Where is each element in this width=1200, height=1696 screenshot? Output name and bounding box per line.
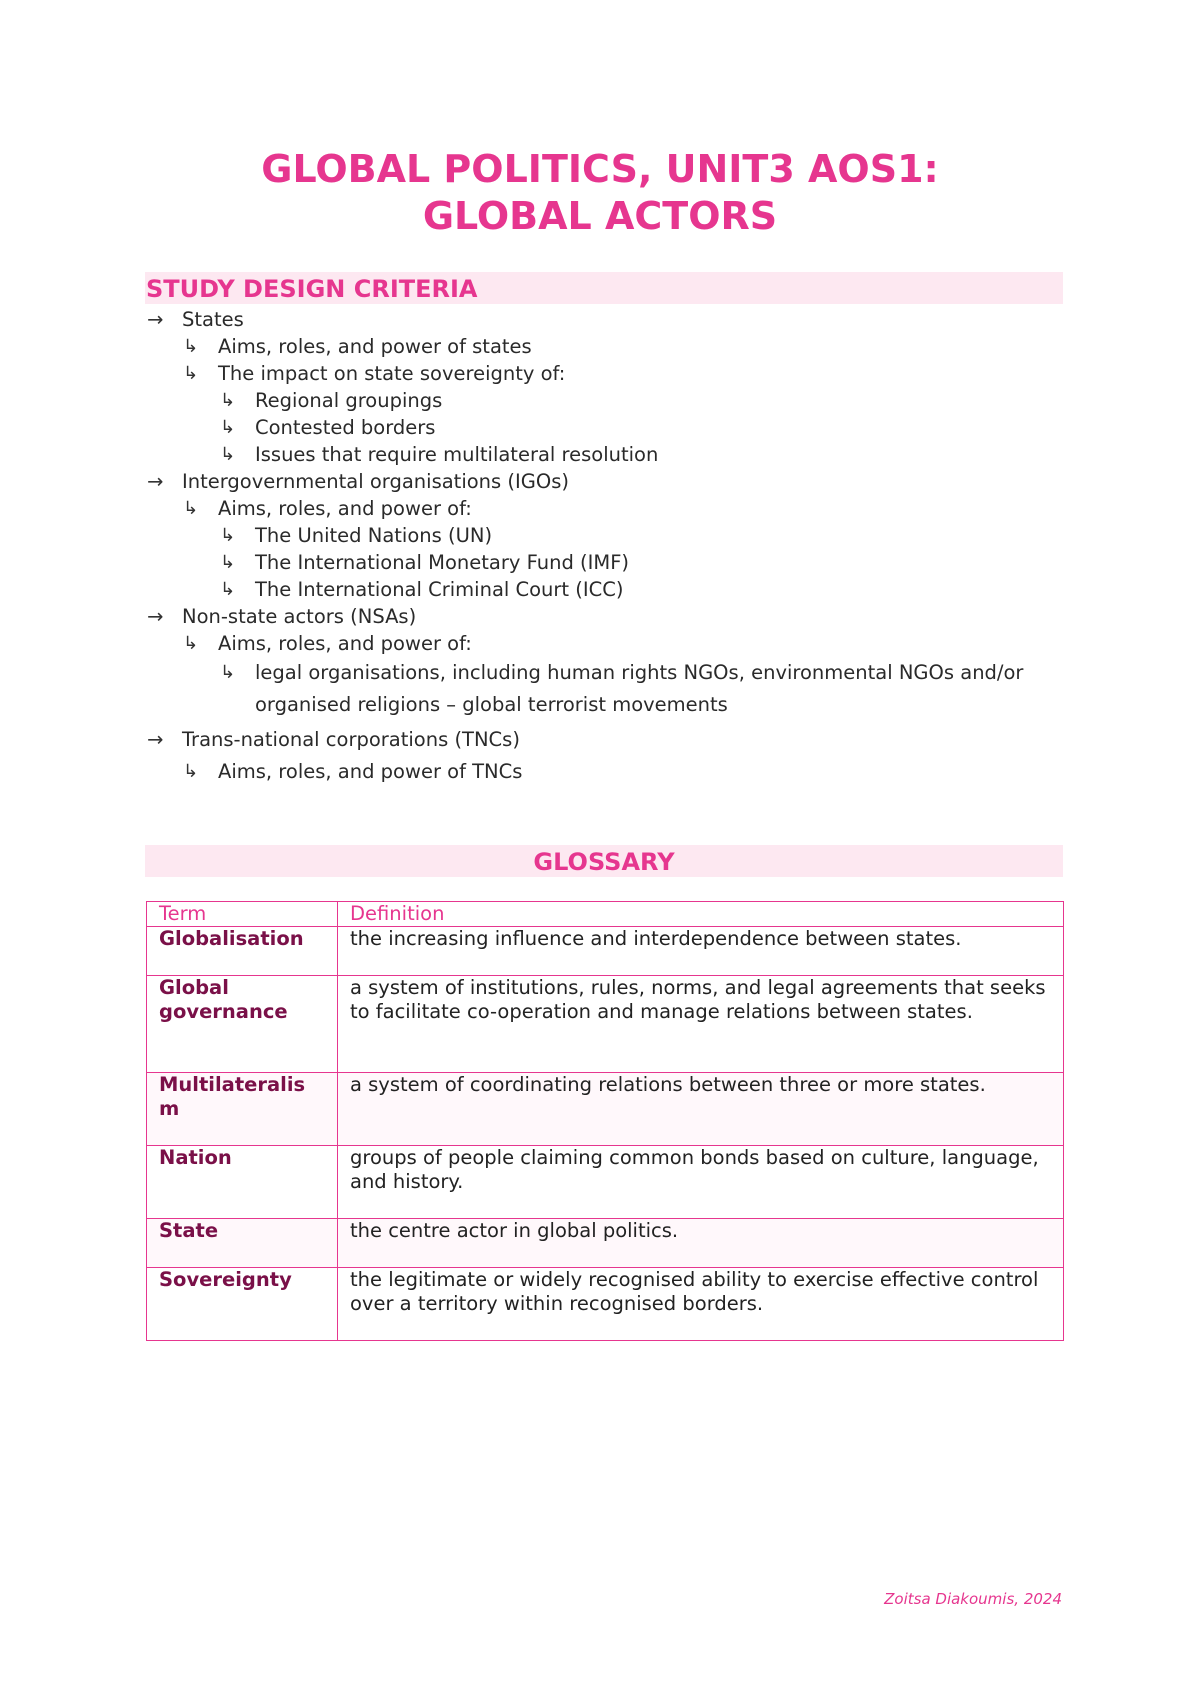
glossary-definition: groups of people claiming common bonds based on culture, language, and history.: [338, 1146, 1064, 1219]
criteria-item-text: Aims, roles, and power of TNCs: [218, 760, 523, 783]
criteria-item: [145, 657, 1075, 721]
table-row: [147, 927, 1064, 976]
study-design-criteria-heading: [145, 272, 1063, 304]
criteria-item: [145, 522, 1075, 549]
criteria-item-text: Aims, roles, and power of:: [218, 497, 472, 520]
criteria-item: [145, 603, 1075, 630]
criteria-item: [145, 549, 1075, 576]
criteria-item: [145, 360, 1075, 387]
study-design-criteria-heading-text: STUDY DESIGN CRITERIA: [146, 275, 478, 303]
criteria-item: [145, 441, 1075, 468]
glossary-heading: [145, 845, 1063, 877]
criteria-item: [145, 726, 1075, 753]
criteria-item-text: The International Criminal Court (ICC): [255, 578, 624, 601]
criteria-item: [145, 576, 1075, 603]
criteria-item: [145, 758, 1075, 785]
glossary-term: Global governance: [147, 976, 338, 1073]
criteria-item-text: Contested borders: [255, 416, 436, 439]
criteria-item: [145, 333, 1075, 360]
table-row: [147, 1146, 1064, 1219]
criteria-item-text: States: [182, 308, 244, 331]
glossary-term: State: [147, 1219, 338, 1268]
criteria-item-text: Non-state actors (NSAs): [182, 605, 417, 628]
glossary-term: Multilateralism: [147, 1073, 338, 1146]
arrow-icon: →: [147, 308, 164, 331]
sub-arrow-icon: ↳: [183, 498, 199, 519]
sub-arrow-icon: ↳: [183, 336, 199, 357]
glossary-term: Globalisation: [147, 927, 338, 976]
criteria-item-text: The United Nations (UN): [255, 524, 493, 547]
criteria-item-text: Intergovernmental organisations (IGOs): [182, 470, 569, 493]
title-line-1: GLOBAL POLITICS, UNIT3 AOS1:: [261, 147, 939, 191]
criteria-item: [145, 468, 1075, 495]
sub-arrow-icon: ↳: [220, 525, 236, 546]
criteria-item: [145, 387, 1075, 414]
sub-arrow-icon: ↳: [220, 662, 236, 683]
glossary-definition: the increasing influence and interdependence between states.: [338, 927, 1064, 976]
table-row: [147, 976, 1064, 1073]
footer-author: Zoitsa Diakoumis, 2024: [884, 1590, 1062, 1608]
glossary-definition: the legitimate or widely recognised ability to exercise effective control over a territory within recognised borders.: [338, 1268, 1064, 1341]
glossary-term: Sovereignty: [147, 1268, 338, 1341]
criteria-item: [145, 306, 1075, 333]
table-row: [147, 1073, 1064, 1146]
glossary-definition: the centre actor in global politics.: [338, 1219, 1064, 1268]
criteria-item: [145, 630, 1075, 657]
criteria-item-text: Issues that require multilateral resolution: [255, 443, 659, 466]
criteria-item: [145, 414, 1075, 441]
sub-arrow-icon: ↳: [220, 579, 236, 600]
page-title: [0, 146, 1200, 240]
table-row: [147, 1219, 1064, 1268]
table-row: [147, 1268, 1064, 1341]
criteria-item-text: Regional groupings: [255, 389, 443, 412]
sub-arrow-icon: ↳: [183, 363, 199, 384]
criteria-item-text: Aims, roles, and power of states: [218, 335, 532, 358]
glossary-definition: a system of coordinating relations between three or more states.: [338, 1073, 1064, 1146]
glossary-definition: a system of institutions, rules, norms, and legal agreements that seeks to facilitate co-operation and manage relations between states.: [338, 976, 1064, 1073]
criteria-item-text: Aims, roles, and power of:: [218, 632, 472, 655]
glossary-table: [146, 901, 1064, 1341]
glossary-heading-text: GLOSSARY: [533, 848, 675, 876]
sub-arrow-icon: ↳: [220, 390, 236, 411]
arrow-icon: →: [147, 728, 164, 751]
criteria-list: [145, 306, 1075, 785]
criteria-item: [145, 495, 1075, 522]
sub-arrow-icon: ↳: [183, 633, 199, 654]
sub-arrow-icon: ↳: [183, 761, 199, 782]
arrow-icon: →: [147, 605, 164, 628]
sub-arrow-icon: ↳: [220, 417, 236, 438]
column-header-term: Term: [147, 902, 338, 927]
criteria-item-text: legal organisations, including human rights NGOs, environmental NGOs and/or organised religions – global terrorist movements: [255, 661, 1024, 716]
criteria-item-text: Trans-national corporations (TNCs): [182, 728, 520, 751]
sub-arrow-icon: ↳: [220, 552, 236, 573]
arrow-icon: →: [147, 470, 164, 493]
sub-arrow-icon: ↳: [220, 444, 236, 465]
criteria-item-text: The International Monetary Fund (IMF): [255, 551, 630, 574]
column-header-definition: Definition: [338, 902, 1064, 927]
table-header-row: [147, 902, 1064, 927]
title-line-2: GLOBAL ACTORS: [422, 194, 778, 238]
glossary-term: Nation: [147, 1146, 338, 1219]
criteria-item-text: The impact on state sovereignty of:: [218, 362, 566, 385]
